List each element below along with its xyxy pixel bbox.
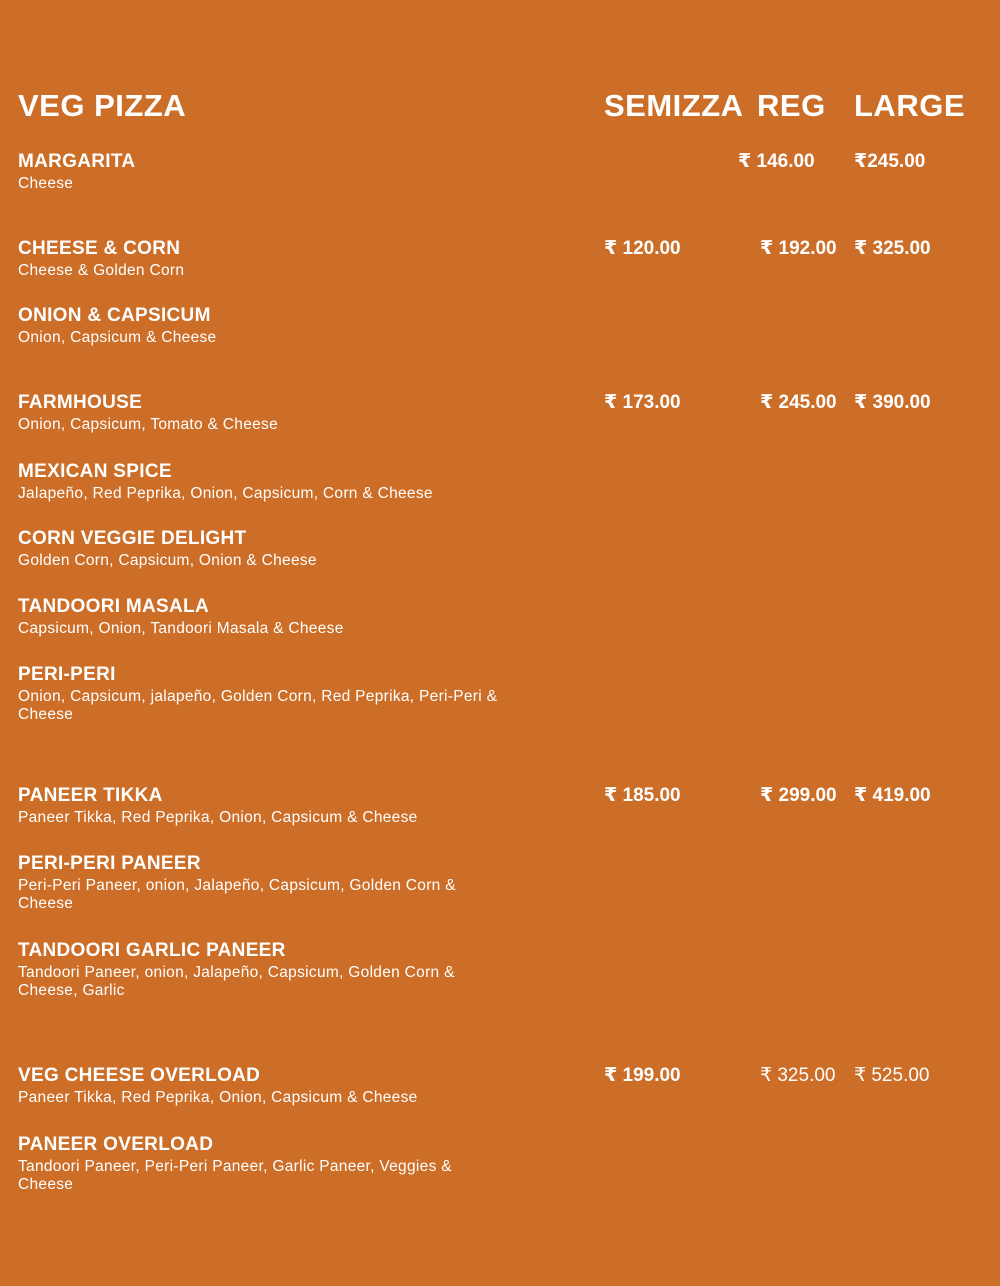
menu-item-peri-peri-paneer bbox=[18, 852, 508, 913]
menu-item-cheese-corn bbox=[18, 237, 508, 280]
column-header-large: LARGE bbox=[854, 88, 965, 123]
item-name: PANEER OVERLOAD bbox=[18, 1134, 214, 1155]
item-name: ONION & CAPSICUM bbox=[18, 305, 211, 326]
menu-item-corn-veggie-delight bbox=[18, 527, 508, 570]
price-large: ₹ 390.00 bbox=[854, 392, 931, 413]
price-reg: ₹ 192.00 bbox=[760, 238, 837, 259]
item-description: Paneer Tikka, Red Peprika, Onion, Capsicum & Cheese bbox=[18, 809, 418, 826]
item-name: PERI-PERI PANEER bbox=[18, 853, 201, 874]
item-name: FARMHOUSE bbox=[18, 392, 143, 413]
price-large: ₹ 325.00 bbox=[854, 238, 931, 259]
item-name: VEG CHEESE OVERLOAD bbox=[18, 1065, 261, 1086]
item-description: Onion, Capsicum & Cheese bbox=[18, 329, 217, 346]
item-description: Peri-Peri Paneer, onion, Jalapeño, Capsicum, Golden Corn & Cheese bbox=[18, 877, 456, 912]
price-semizza: ₹ 199.00 bbox=[604, 1065, 681, 1086]
menu-item-mexican-spice bbox=[18, 460, 508, 503]
price-semizza: ₹ 173.00 bbox=[604, 392, 681, 413]
item-description: Onion, Capsicum, jalapeño, Golden Corn, Red Peprika, Peri-Peri & Cheese bbox=[18, 688, 498, 723]
item-description: Tandoori Paneer, onion, Jalapeño, Capsicum, Golden Corn & Cheese, Garlic bbox=[18, 964, 455, 999]
menu-item-paneer-tikka bbox=[18, 784, 508, 827]
item-description: Onion, Capsicum, Tomato & Cheese bbox=[18, 416, 279, 433]
price-reg: ₹ 245.00 bbox=[760, 392, 837, 413]
column-header-reg: REG bbox=[757, 88, 826, 123]
price-reg: ₹ 325.00 bbox=[760, 1065, 836, 1086]
menu-item-paneer-overload bbox=[18, 1133, 508, 1194]
price-reg: ₹ 299.00 bbox=[760, 785, 837, 806]
item-description: Capsicum, Onion, Tandoori Masala & Cheese bbox=[18, 620, 344, 637]
price-large: ₹ 419.00 bbox=[854, 785, 931, 806]
column-header-semizza: SEMIZZA bbox=[604, 88, 744, 123]
price-large: ₹ 525.00 bbox=[854, 1065, 930, 1086]
price-semizza: ₹ 120.00 bbox=[604, 238, 681, 259]
item-name: CHEESE & CORN bbox=[18, 238, 181, 259]
menu-item-onion-capsicum bbox=[18, 304, 508, 347]
section-title: VEG PIZZA bbox=[18, 88, 187, 123]
item-name: TANDOORI GARLIC PANEER bbox=[18, 940, 286, 961]
item-name: CORN VEGGIE DELIGHT bbox=[18, 528, 247, 549]
price-reg: ₹ 146.00 bbox=[738, 151, 815, 172]
menu-item-veg-cheese-overload bbox=[18, 1064, 508, 1107]
menu-item-tandoori-garlic-paneer bbox=[18, 939, 508, 1000]
item-name: PERI-PERI bbox=[18, 664, 116, 685]
menu-item-tandoori-masala bbox=[18, 595, 508, 638]
item-description: Cheese bbox=[18, 175, 74, 192]
item-name: MEXICAN SPICE bbox=[18, 461, 172, 482]
price-large: ₹245.00 bbox=[854, 151, 926, 172]
item-description: Golden Corn, Capsicum, Onion & Cheese bbox=[18, 552, 317, 569]
item-name: MARGARITA bbox=[18, 151, 136, 172]
item-description: Cheese & Golden Corn bbox=[18, 262, 185, 279]
item-name: PANEER TIKKA bbox=[18, 785, 163, 806]
menu-item-farmhouse bbox=[18, 391, 508, 434]
item-description: Jalapeño, Red Peprika, Onion, Capsicum, Corn & Cheese bbox=[18, 485, 433, 502]
item-description: Tandoori Paneer, Peri-Peri Paneer, Garlic Paneer, Veggies & Cheese bbox=[18, 1158, 452, 1193]
item-name: TANDOORI MASALA bbox=[18, 596, 209, 617]
menu-item-margarita bbox=[18, 150, 508, 193]
menu-item-peri-peri bbox=[18, 663, 508, 724]
price-semizza: ₹ 185.00 bbox=[604, 785, 681, 806]
item-description: Paneer Tikka, Red Peprika, Onion, Capsicum & Cheese bbox=[18, 1089, 418, 1106]
